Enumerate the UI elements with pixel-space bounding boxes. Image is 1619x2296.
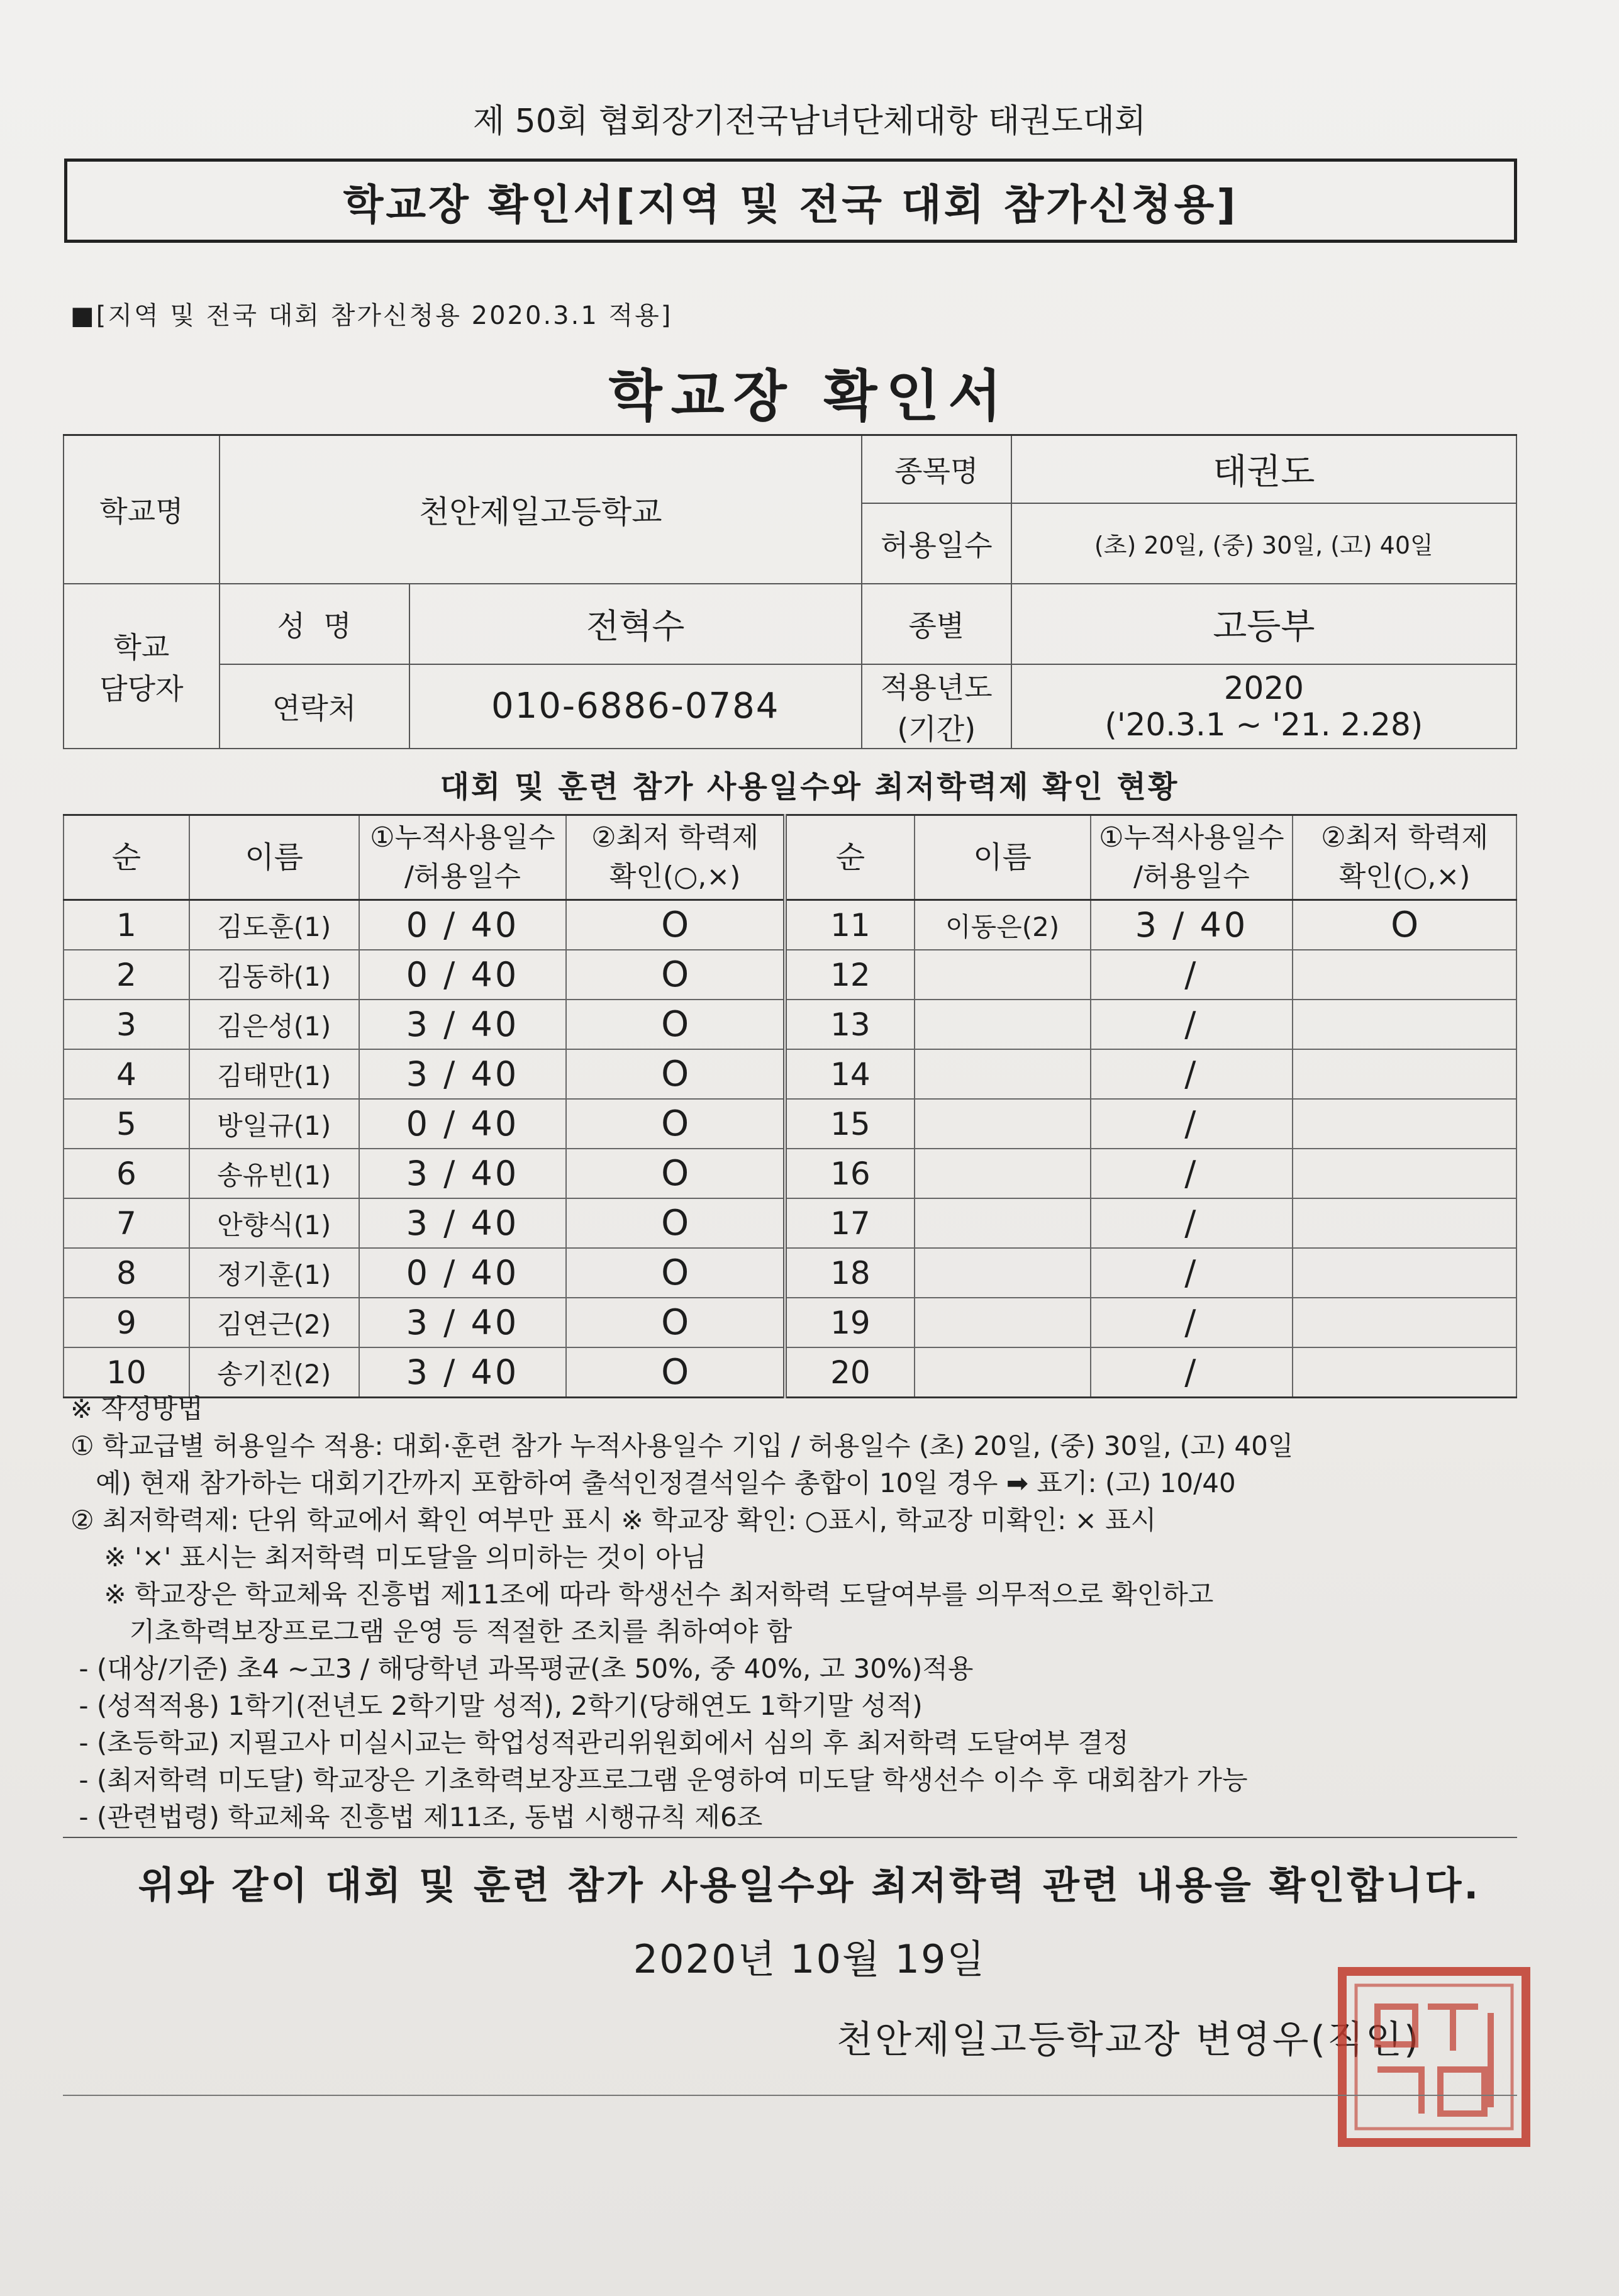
allowed-days-label: 허용일수 [862,503,1011,584]
year-label: 적용년도 (기간) [862,664,1011,749]
table-row [64,1099,1516,1149]
col-name-right: 이름 [915,815,1091,900]
min-academic-check: O [1293,900,1516,950]
event-title: 제 50회 협회장기전국남녀단체대항 태권도대회 [472,103,1147,140]
instruction-line: - (최저학력 미도달) 학교장은 기초학력보장프로그램 운영하여 미도달 학생선수 이수 후 대회참가 가능 [70,1764,1248,1795]
days-used: 0 / 40 [359,900,567,950]
student-no: 16 [785,1149,915,1198]
instruction-line: 예) 현재 참가하는 대회기간까지 포함하여 출석인정결석일수 총합이 10일 경우 ➡ 표기: (고) 10/40 [70,1468,1236,1498]
min-academic-check: O [566,950,785,1000]
student-no: 20 [785,1347,915,1398]
table-row [64,1198,1516,1248]
confirmation-statement: 위와 같이 대회 및 훈련 참가 사용일수와 최저학력 관련 내용을 확인합니다. [138,1864,1481,1908]
instruction-line: ② 최저학력제: 단위 학교에서 확인 여부만 표시 ※ 학교장 확인: ○표시, 학교장 미확인: × 표시 [70,1505,1157,1535]
student-no: 10 [64,1347,189,1398]
bottom-divider [63,2095,1517,2096]
student-name: 안향식(1) [189,1198,359,1248]
applied-note: ■[지역 및 전국 대회 참가신청용 2020.3.1 적용] [70,301,673,330]
contact-label: 연락처 [220,664,409,749]
form-title-box [64,159,1517,243]
min-academic-check: O [566,1049,785,1099]
student-no: 18 [785,1248,915,1298]
name-label: 성 명 [220,584,409,664]
table-row [64,1049,1516,1099]
days-used: / [1091,1347,1293,1398]
student-name: 김연근(2) [189,1298,359,1347]
days-used: 3 / 40 [359,1149,567,1198]
manager-name: 전혁수 [409,584,862,664]
instruction-line: - (성적적용) 1학기(전년도 2학기말 성적), 2학기(당해연도 1학기말 성적) [70,1690,923,1721]
instruction-line: ① 학교급별 허용일수 적용: 대회·훈련 참가 누적사용일수 기입 / 허용일수 (초) 20일, (중) 30일, (고) 40일 [70,1430,1294,1461]
student-name [915,1149,1091,1198]
student-no: 7 [64,1198,189,1248]
student-no: 5 [64,1099,189,1149]
instruction-line: ※ 작성방법 [70,1393,203,1424]
col-days-right: ①누적사용일수 /허용일수 [1091,815,1293,900]
days-used: 3 / 40 [359,1198,567,1248]
student-name: 김동하(1) [189,950,359,1000]
days-used: / [1091,1248,1293,1298]
manager-label: 학교 담당자 [64,584,220,749]
student-no: 4 [64,1049,189,1099]
student-name [915,1298,1091,1347]
student-no: 2 [64,950,189,1000]
days-used: / [1091,950,1293,1000]
col-days-left: ①누적사용일수 /허용일수 [359,815,567,900]
min-academic-check [1293,950,1516,1000]
student-no: 14 [785,1049,915,1099]
days-used: / [1091,1198,1293,1248]
days-used: 3 / 40 [359,1298,567,1347]
table-row [64,1000,1516,1049]
student-no: 17 [785,1198,915,1248]
division-label: 종별 [862,584,1011,664]
student-no: 19 [785,1298,915,1347]
contact-value: 010-6886-0784 [409,664,862,749]
days-used: 3 / 40 [359,1049,567,1099]
roster-header-row [64,815,1516,900]
student-no: 9 [64,1298,189,1347]
instruction-line: ※ 학교장은 학교체육 진흥법 제11조에 따라 학생선수 최저학력 도달여부를 의무적으로 확인하고 [70,1579,1214,1610]
school-label: 학교명 [64,435,220,584]
min-academic-check [1293,1099,1516,1149]
min-academic-check: O [566,1298,785,1347]
student-name: 김도훈(1) [189,900,359,950]
divider [63,1837,1517,1838]
student-name [915,950,1091,1000]
col-min-left: ②최저 학력제 확인(○,×) [566,815,785,900]
student-no: 6 [64,1149,189,1198]
main-title: 학교장 확인서 [608,364,1011,428]
instruction-line: - (관련법령) 학교체육 진흥법 제11조, 동법 시행규칙 제6조 [70,1802,763,1832]
student-no: 13 [785,1000,915,1049]
issue-date: 2020년 10월 19일 [633,1936,986,1982]
table-row [64,1298,1516,1347]
min-academic-check: O [566,900,785,950]
min-academic-check [1293,1049,1516,1099]
min-academic-check: O [566,1099,785,1149]
days-used: 3 / 40 [359,1000,567,1049]
days-used: / [1091,1298,1293,1347]
min-academic-check [1293,1149,1516,1198]
days-used: 0 / 40 [359,950,567,1000]
student-no: 3 [64,1000,189,1049]
roster-title: 대회 및 훈련 참가 사용일수와 최저학력제 확인 현황 [440,769,1179,805]
sport-value: 태권도 [1011,435,1516,503]
student-name [915,1248,1091,1298]
student-name: 송유빈(1) [189,1149,359,1198]
col-no-left: 순 [64,815,189,900]
student-name: 방일규(1) [189,1099,359,1149]
school-info-table [63,434,1517,749]
form-title: 학교장 확인서[지역 및 전국 대회 참가신청용] [343,180,1238,229]
principal-signature: 천안제일고등학교장 변영우(직인) [837,2018,1421,2062]
col-name-left: 이름 [189,815,359,900]
table-row [64,1248,1516,1298]
student-name [915,1198,1091,1248]
instruction-line: - (초등학교) 지필고사 미실시교는 학업성적관리위원회에서 심의 후 최저학력 도달여부 결정 [70,1727,1129,1758]
student-no: 1 [64,900,189,950]
student-name [915,1000,1091,1049]
roster-table [63,814,1517,1398]
days-used: / [1091,1000,1293,1049]
student-no: 12 [785,950,915,1000]
student-name: 정기훈(1) [189,1248,359,1298]
min-academic-check: O [566,1248,785,1298]
student-name: 송기진(2) [189,1347,359,1398]
min-academic-check: O [566,1000,785,1049]
student-name: 김태만(1) [189,1049,359,1099]
table-row [64,950,1516,1000]
sport-label: 종목명 [862,435,1011,503]
days-used: / [1091,1099,1293,1149]
instruction-line: ※ '×' 표시는 최저학력 미도달을 의미하는 것이 아님 [70,1542,707,1573]
days-used: / [1091,1149,1293,1198]
student-name [915,1049,1091,1099]
min-academic-check: O [566,1198,785,1248]
min-academic-check: O [566,1149,785,1198]
student-no: 8 [64,1248,189,1298]
student-name [915,1099,1091,1149]
school-value: 천안제일고등학교 [220,435,862,584]
min-academic-check [1293,1198,1516,1248]
year-value: 2020 ('20.3.1 ~ '21. 2.28) [1011,664,1516,749]
student-no: 11 [785,900,915,950]
min-academic-check [1293,1298,1516,1347]
col-min-right: ②최저 학력제 확인(○,×) [1293,815,1516,900]
min-academic-check: O [566,1347,785,1398]
min-academic-check [1293,1000,1516,1049]
instructions [70,1390,1530,1836]
days-used: 3 / 40 [1091,900,1293,950]
instruction-line: 기초학력보장프로그램 운영 등 적절한 조치를 취하여야 함 [70,1616,793,1647]
min-academic-check [1293,1248,1516,1298]
days-used: 0 / 40 [359,1248,567,1298]
official-seal-icon [1333,1963,1535,2151]
allowed-days-value: (초) 20일, (중) 30일, (고) 40일 [1011,503,1516,584]
days-used: 3 / 40 [359,1347,567,1398]
instruction-line: - (대상/기준) 초4 ~고3 / 해당학년 과목평균(초 50%, 중 40%, 고 30%)적용 [70,1653,974,1684]
col-no-right: 순 [785,815,915,900]
table-row [64,1149,1516,1198]
days-used: 0 / 40 [359,1099,567,1149]
division-value: 고등부 [1011,584,1516,664]
student-name: 이동은(2) [915,900,1091,950]
student-no: 15 [785,1099,915,1149]
days-used: / [1091,1049,1293,1099]
table-row [64,900,1516,950]
student-name: 김은성(1) [189,1000,359,1049]
